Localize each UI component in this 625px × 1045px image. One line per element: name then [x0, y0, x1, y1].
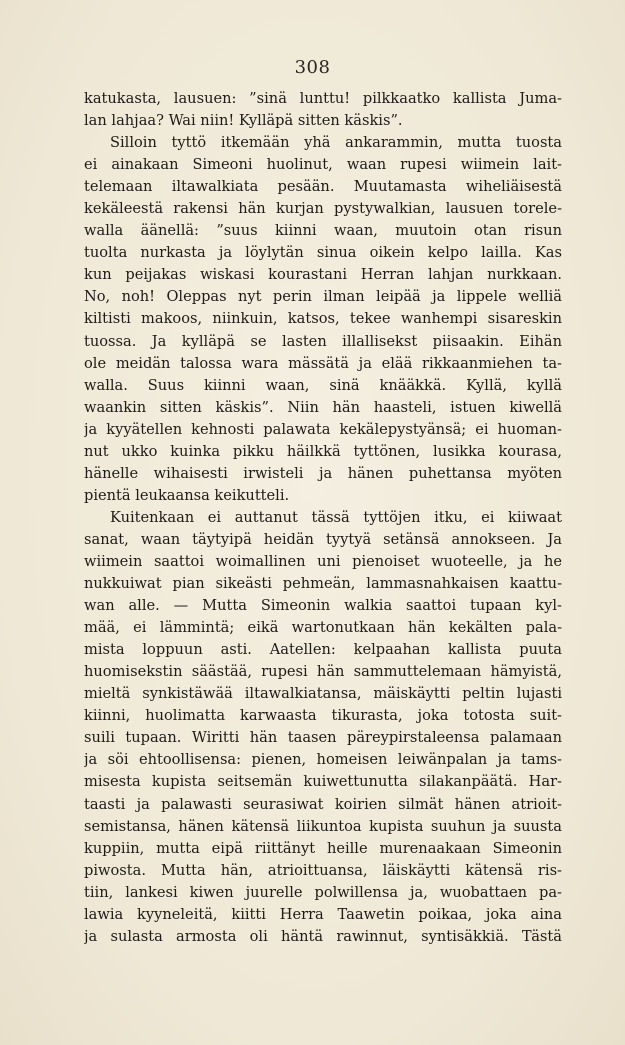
text-line: mista loppuun asti. Aatellen: kelpaahan kallista puuta	[84, 641, 562, 659]
text-line: suili tupaan. Wiritti hän taasen päreypirstaleensa palamaan	[84, 729, 562, 747]
text-line: lawia kyyneleitä, kiitti Herra Taawetin poikaa, joka aina	[84, 905, 562, 923]
text-line: wiimein saattoi woimallinen uni pienoiset wuoteelle, ja he	[84, 552, 562, 570]
text-line: huomisekstin säästää, rupesi hän sammuttelemaan hämyistä,	[84, 663, 562, 681]
text-line: sanat, waan täytyipä heidän tyytyä setänsä annokseen. Ja	[84, 530, 562, 548]
text-line: kiinni, huolimatta karwaasta tikurasta, joka totosta suit-	[84, 707, 562, 725]
text-line: nut ukko kuinka pikku häilkkä tyttönen, lusikka kourasa,	[84, 442, 562, 460]
text-line: telemaan iltawalkiata pesään. Muutamasta wiheliäisestä	[84, 178, 562, 196]
text-line: ja sulasta armosta oli häntä rawinnut, syntisäkkiä. Tästä	[84, 927, 562, 945]
text-line: hänelle wihaisesti irwisteli ja hänen puhettansa myöten	[84, 464, 562, 482]
text-line: No, noh! Oleppas nyt perin ilman leipää ja lippele welliä	[84, 288, 562, 306]
text-line: kiltisti makoos, niinkuin, katsos, tekee wanhempi sisareskin	[84, 310, 562, 328]
text-line: tuolta nurkasta ja löylytän sinua oikein kelpo lailla. Kas	[84, 244, 562, 262]
text-line: pientä leukaansa keikutteli.	[84, 486, 290, 504]
text-line: Kuitenkaan ei auttanut tässä tyttöjen itku, ei kiiwaat	[110, 508, 562, 526]
text-line: lan lahjaa? Wai niin! Kylläpä sitten käskis”.	[84, 112, 403, 130]
text-line: ei ainakaan Simeoni huolinut, waan rupesi wiimein lait-	[84, 156, 562, 174]
text-line: walla äänellä: ”suus kiinni waan, muutoin otan risun	[84, 222, 562, 240]
body-text	[84, 88, 562, 948]
text-line: piwosta. Mutta hän, atrioittuansa, läiskäytti kätensä ris-	[84, 861, 562, 879]
text-line: waankin sitten käskis”. Niin hän haasteli, istuen kiwellä	[84, 398, 562, 416]
text-line: kun peijakas wiskasi kourastani Herran lahjan nurkkaan.	[84, 266, 562, 284]
text-line: kuppiin, mutta eipä riittänyt heille murenaakaan Simeonin	[84, 839, 562, 857]
text-line: mieltä synkistäwää iltawalkiatansa, mäiskäytti peltin lujasti	[84, 685, 562, 703]
text-line: semistansa, hänen kätensä liikuntoa kupista suuhun ja suusta	[84, 817, 562, 835]
text-line: misesta kupista seitsemän kuiwettunutta silakanpäätä. Har-	[84, 773, 562, 791]
text-line: taasti ja palawasti seurasiwat koirien silmät hänen atrioit-	[84, 795, 562, 813]
text-line: ole meidän talossa wara mässätä ja elää rikkaanmiehen ta-	[84, 354, 562, 372]
text-line: tuossa. Ja kylläpä se lasten illallisekst piisaakin. Eihän	[84, 332, 562, 350]
text-line: nukkuiwat pian sikeästi pehmeän, lammasnahkaisen kaattu-	[84, 575, 562, 593]
text-line: wan alle. — Mutta Simeonin walkia saattoi tupaan kyl-	[84, 597, 562, 615]
text-line: walla. Suus kiinni waan, sinä knääkkä. Kyllä, kyllä	[84, 376, 562, 394]
text-line: ja kyyätellen kehnosti palawata kekälepystyänsä; ei huoman-	[84, 420, 562, 438]
text-line: katukasta, lausuen: ”sinä lunttu! pilkkaatko kallista Juma-	[84, 90, 562, 107]
text-line: kekäleestä rakensi hän kurjan pystywalkian, lausuen torele-	[84, 200, 562, 218]
text-line: ja söi ehtoollisensa: pienen, homeisen leiwänpalan ja tams-	[84, 751, 562, 769]
text-line: mää, ei lämmintä; eikä wartonutkaan hän kekälten pala-	[84, 619, 562, 637]
text-line: Silloin tyttö itkemään yhä ankarammin, mutta tuosta	[110, 134, 562, 152]
text-line: tiin, lankesi kiwen juurelle polwillensa ja, wuobattaen pa-	[84, 883, 562, 901]
page-number: 308	[294, 57, 331, 78]
